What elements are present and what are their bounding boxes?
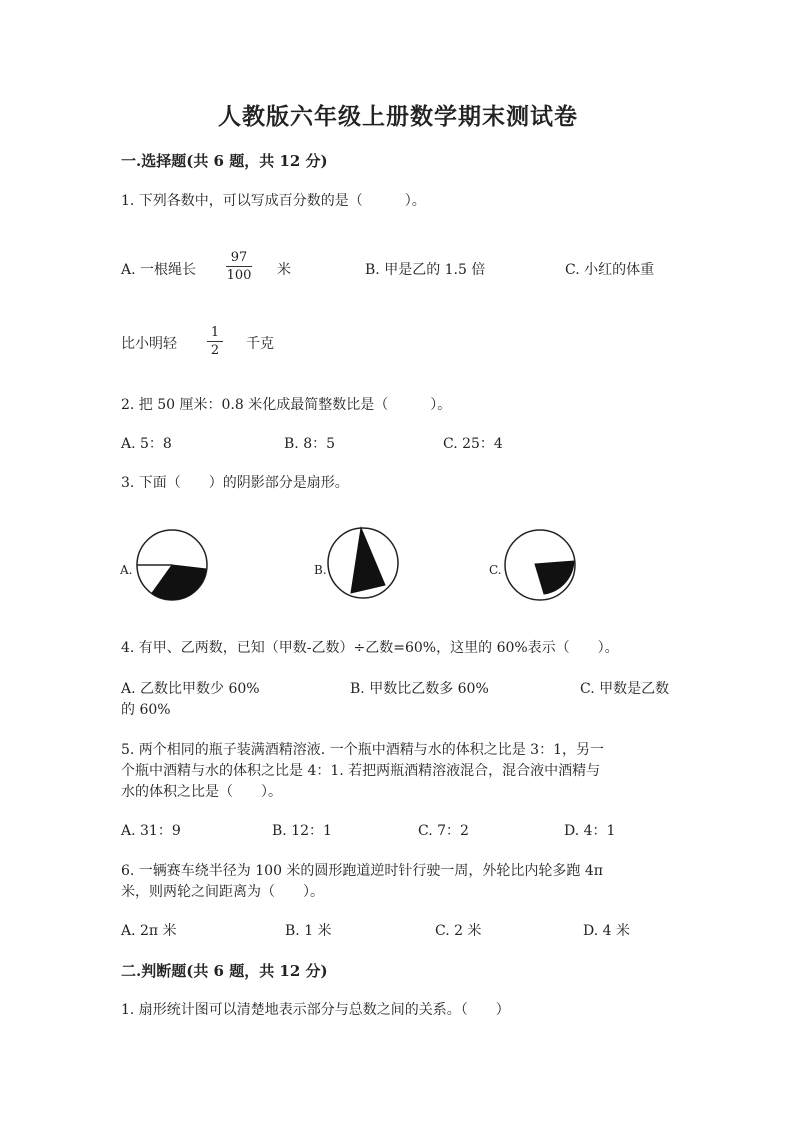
question-3-option-c-label: C. (489, 563, 502, 577)
question-1-option-c-fraction (207, 325, 223, 358)
question-1-option-c-line2: 比小明轻 (121, 336, 177, 352)
question-1-option-a-unit: 米 (277, 262, 291, 278)
question-3-option-a-label: A. (120, 563, 133, 577)
question-3-stem: 3. 下面（ ）的阴影部分是扇形。 (121, 475, 349, 491)
fraction-numerator: 97 (230, 250, 248, 265)
fraction-denominator: 2 (210, 343, 220, 358)
section-heading-judgement: 二.判断题(共 6 题，共 12 分) (121, 962, 328, 980)
question-4-option-a: A. 乙数比甲数少 60% (121, 681, 260, 697)
question-5-line1: 5. 两个相同的瓶子装满酒精溶液. 一个瓶中酒精与水的体积之比是 3：1，另一 (121, 742, 604, 758)
question-5-option-c: C. 7：2 (418, 823, 469, 839)
question-1-stem: 1. 下列各数中，可以写成百分数的是（ ）。 (121, 193, 426, 209)
question-1-option-b: B. 甲是乙的 1.5 倍 (365, 262, 486, 278)
question-3-option-a-circle-figure (136, 529, 208, 601)
question-1-option-c-unit: 千克 (246, 336, 274, 352)
fraction-bar (207, 341, 223, 342)
question-1-option-a-fraction (226, 250, 252, 283)
question-3-option-b-label: B. (314, 563, 327, 577)
page-title: 人教版六年级上册数学期末测试卷 (218, 103, 578, 130)
question-3-option-b-circle-figure (327, 527, 399, 599)
question-5-option-d: D. 4：1 (564, 823, 616, 839)
question-1-option-c: C. 小红的体重 (565, 262, 655, 278)
question-5-option-b: B. 12：1 (272, 823, 332, 839)
question-5-option-a: A. 31：9 (121, 823, 181, 839)
question-6-option-a: A. 2π 米 (121, 923, 177, 939)
question-4-stem: 4. 有甲、乙两数，已知（甲数-乙数）÷乙数=60%，这里的 60%表示（ ）。 (121, 640, 619, 656)
question-6-option-b: B. 1 米 (285, 923, 332, 939)
question-4-option-c: C. 甲数是乙数 (580, 681, 670, 697)
section-heading-choice: 一.选择题(共 6 题，共 12 分) (121, 152, 328, 170)
question-6-line2: 米，则两轮之间距离为（ ）。 (121, 884, 324, 900)
fraction-denominator: 100 (226, 268, 252, 283)
question-6-option-c: C. 2 米 (435, 923, 482, 939)
question-4-option-b: B. 甲数比乙数多 60% (350, 681, 489, 697)
fraction-numerator: 1 (210, 325, 220, 340)
question-6-option-d: D. 4 米 (583, 923, 630, 939)
question-3-option-c-circle-figure (504, 529, 576, 601)
question-2-option-c: C. 25：4 (443, 436, 503, 452)
question-1-option-a-prefix: A. 一根绳长 (121, 262, 197, 278)
question-2-option-b: B. 8：5 (284, 436, 336, 452)
question-4-option-c-line2: 的 60% (121, 702, 171, 718)
judgement-1-stem: 1. 扇形统计图可以清楚地表示部分与总数之间的关系。（ ） (121, 1002, 510, 1018)
question-2-stem: 2. 把 50 厘米：0.8 米化成最简整数比是（ ）。 (121, 397, 452, 413)
question-5-line3: 水的体积之比是（ ）。 (121, 784, 282, 800)
question-5-line2: 个瓶中酒精与水的体积之比是 4：1. 若把两瓶酒精溶液混合，混合液中酒精与 (121, 763, 601, 779)
question-2-option-a: A. 5：8 (121, 436, 172, 452)
question-6-line1: 6. 一辆赛车绕半径为 100 米的圆形跑道逆时针行驶一周，外轮比内轮多跑 4π (121, 863, 603, 879)
fraction-bar (226, 266, 252, 267)
